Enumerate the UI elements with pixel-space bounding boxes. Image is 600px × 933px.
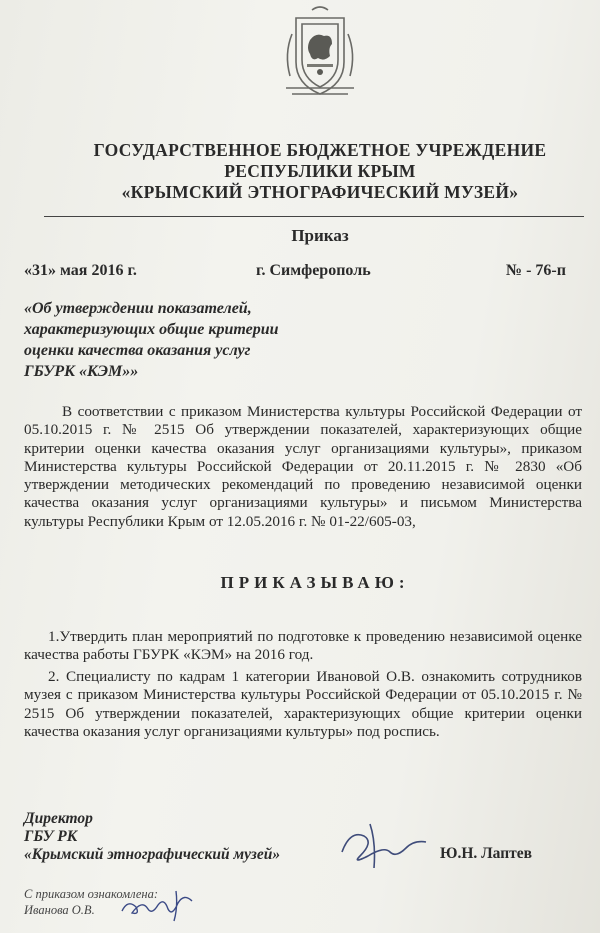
ack-label: С приказом ознакомлена: bbox=[24, 887, 159, 901]
order-date: «31» мая 2016 г. bbox=[24, 262, 137, 279]
order-item-2: 2. Специалисту по кадрам 1 категории Ивановой О.В. ознакомить сотрудников музея с приказом Министерства культуры Российской Федерации от 05.10.2015 г. № 2515 Об утверждении показателей, характеризующих общие критерии оценки качества оказания услуг организациями культуры» под роспись. bbox=[24, 668, 582, 740]
subject-line: «Об утверждении показателей, bbox=[24, 300, 252, 317]
acknowledgement-signature-icon bbox=[118, 889, 198, 923]
order-item-1: 1.Утвердить план мероприятий по подготовке к проведению независимой оценке качества работы ГБУРК «КЭМ» на 2016 год. bbox=[24, 628, 582, 664]
signer-title: Директор bbox=[24, 810, 93, 827]
signature-block bbox=[24, 810, 280, 864]
subject-line: ГБУРК «КЭМ»» bbox=[24, 363, 139, 380]
director-signature-icon bbox=[330, 812, 440, 872]
order-word: ПРИКАЗЫВАЮ: bbox=[220, 573, 410, 592]
order-subject bbox=[24, 298, 354, 382]
ack-name: Иванова О.В. bbox=[24, 903, 95, 917]
signer-org-short: ГБУ РК bbox=[24, 828, 78, 845]
header-line-3: «КРЫМСКИЙ ЭТНОГРАФИЧЕСКИЙ МУЗЕЙ» bbox=[121, 182, 519, 202]
signer-name: Ю.Н. Лаптев bbox=[440, 845, 533, 862]
header-line-1: ГОСУДАРСТВЕННОЕ БЮДЖЕТНОЕ УЧРЕЖДЕНИЕ bbox=[93, 140, 547, 160]
subject-line: оценки качества оказания услуг bbox=[24, 342, 251, 359]
preamble-paragraph: В соответствии с приказом Министерства культуры Российской Федерации от 05.10.2015 г. № 2515 Об утверждении показателей, характеризующих общие критерии оценки качества оказания услуг организациями культуры», приказом Министерства культуры Российской Федерации от 20.11.2015 г. № 2830 «Об утверждении методических рекомендаций по проведению независимой оценки качества оказания услуг организациями культуры» и письмом Министерства культуры Республики Крым от 12.05.2016 г. № 01-22/605-03, bbox=[24, 403, 582, 530]
header-line-2: РЕСПУБЛИКИ КРЫМ bbox=[224, 161, 416, 181]
signer-org-full: «Крымский этнографический музей» bbox=[24, 846, 281, 863]
subject-line: характеризующих общие критерии bbox=[24, 321, 279, 338]
header-divider bbox=[44, 216, 584, 217]
order-city: г. Симферополь bbox=[256, 262, 371, 279]
crimea-coat-of-arms-icon bbox=[282, 4, 358, 102]
order-title: Приказ bbox=[291, 226, 349, 245]
order-number: № - 76-п bbox=[506, 262, 566, 279]
